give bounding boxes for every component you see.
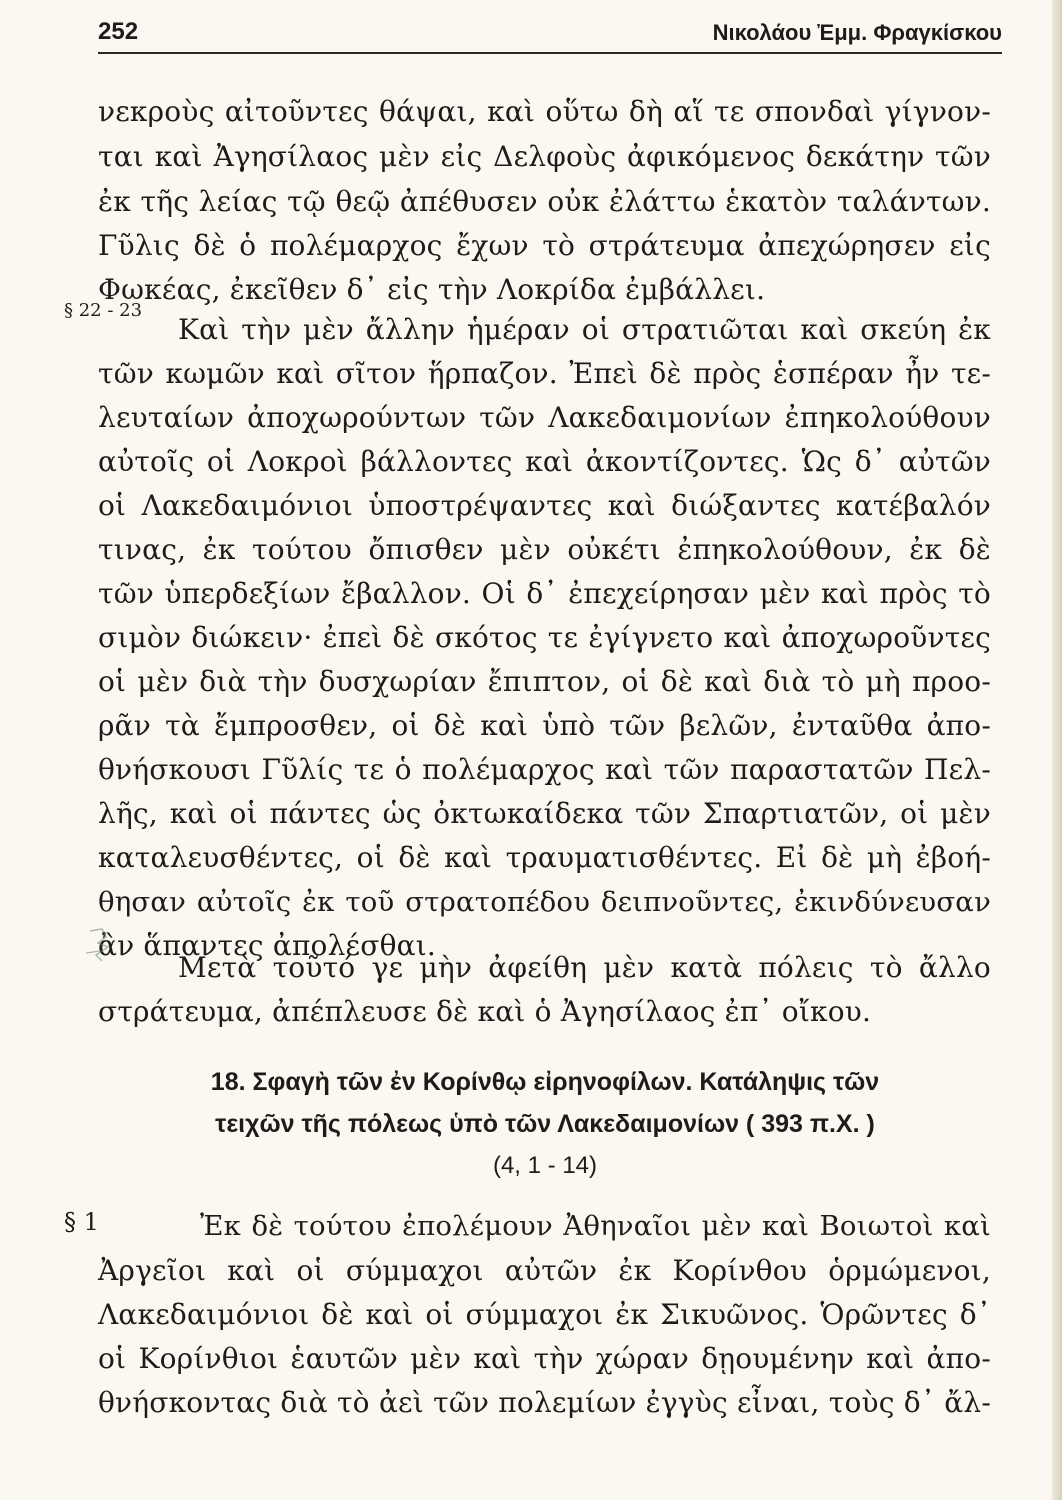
section-marker: § 22 - 23 <box>64 300 143 321</box>
text-line: θησαν αὐτοῖς ἐκ τοῦ στρατοπέδου δειπνοῦντες, ἐκινδύνευσαν <box>98 886 991 918</box>
text-line: τινας, ἐκ τούτου ὄπισθεν μὲν οὐκέτι ἐπηκολούθουν, ἐκ δὲ <box>98 533 991 566</box>
source-reference: (4, 1 - 14) <box>492 1152 598 1179</box>
text-line: Λακεδαιμόνιοι δὲ καὶ οἱ σύμμαχοι ἐκ Σικυῶνος. Ὁρῶντες δ᾽ <box>98 1298 991 1331</box>
page-edge <box>1052 0 1062 1500</box>
text-line: οἱ μὲν διὰ τὴν δυσχωρίαν ἔπιπτον, οἱ δὲ καὶ διὰ τὸ μὴ προο- <box>98 665 991 698</box>
running-head: Νικολάου Ἐμμ. Φραγκίσκου <box>712 20 1002 45</box>
text-line: Ἀργεῖοι καὶ οἱ σύμμαχοι αὐτῶν ἐκ Κορίνθου ὁρμώμενοι, <box>98 1254 991 1287</box>
text-line: Γῦλις δὲ ὁ πολέμαρχος ἔχων τὸ στράτευμα ἀπεχώρησεν εἰς <box>98 229 991 262</box>
text-line: αὐτοῖς οἱ Λοκροὶ βάλλοντες καὶ ἀκοντίζοντες. Ὡς δ᾽ αὐτῶν <box>98 445 991 478</box>
text-line: καταλευσθέντες, οἱ δὲ καὶ τραυματισθέντες. Εἰ δὲ μὴ ἐβοή- <box>98 841 991 874</box>
text-line: Φωκέας, ἐκεῖθεν δ᾽ εἰς τὴν Λοκρίδα ἐμβάλλει. <box>98 273 766 306</box>
text-line: νεκροὺς αἰτοῦντες θάψαι, καὶ οὕτω δὴ αἵ τε σπονδαὶ γίγνον- <box>98 95 991 128</box>
text-line: ἂν ἅπαντες ἀπολέσθαι. <box>98 929 437 962</box>
text-line: λευταίων ἀποχωρούντων τῶν Λακεδαιμονίων ἐπηκολούθουν <box>98 401 991 434</box>
section-title-line-1: 18. Σφαγὴ τῶν ἐν Κορίνθῳ εἰρηνοφίλων. Κατάληψις τῶν <box>210 1068 880 1096</box>
section-marker: § 1 <box>64 1208 99 1236</box>
text-line: στράτευμα, ἀπέπλευσε δὲ καὶ ὁ Ἀγησίλαος ἐπ᾽ οἴκου. <box>98 995 872 1028</box>
text-line: ται καὶ Ἀγησίλαος μὲν εἰς Δελφοὺς ἀφικόμενος δεκάτην τῶν <box>98 140 991 173</box>
text-line: ρᾶν τὰ ἔμπροσθεν, οἱ δὲ καὶ ὑπὸ τῶν βελῶν, ἐνταῦθα ἀπο- <box>98 709 991 742</box>
text-line: οἱ Λακεδαιμόνιοι ὑποστρέψαντες καὶ διώξαντες κατέβαλόν <box>98 489 991 522</box>
text-line: Καὶ τὴν μὲν ἄλλην ἡμέραν οἱ στρατιῶται καὶ σκεύη ἐκ <box>178 313 991 346</box>
page-header <box>98 18 1002 54</box>
text-line: λῆς, καὶ οἱ πάντες ὡς ὀκτωκαίδεκα τῶν Σπαρτιατῶν, οἱ μὲν <box>98 797 991 830</box>
text-line: Ἐκ δὲ τούτου ἐπολέμουν Ἀθηναῖοι μὲν καὶ Βοιωτοὶ καὶ <box>200 1210 991 1242</box>
text-line: Μετὰ τοῦτό γε μὴν ἀφείθη μὲν κατὰ πόλεις τὸ ἄλλο <box>178 951 991 984</box>
text-line: σιμὸν διώκειν· ἐπεὶ δὲ σκότος τε ἐγίγνετο καὶ ἀποχωροῦντες <box>98 621 991 654</box>
text-line: θνήσκουσι Γῦλίς τε ὁ πολέμαρχος καὶ τῶν παραστατῶν Πελ- <box>98 753 991 786</box>
text-line: τῶν ὑπερδεξίων ἔβαλλον. Οἱ δ᾽ ἐπεχείρησαν μὲν καὶ πρὸς τὸ <box>98 577 991 610</box>
page-number: 252 <box>98 18 139 45</box>
text-line: τῶν κωμῶν καὶ σῖτον ἥρπαζον. Ἐπεὶ δὲ πρὸς ἑσπέραν ἦν τε- <box>98 357 991 390</box>
text-line: οἱ Κορίνθιοι ἑαυτῶν μὲν καὶ τὴν χώραν δῃουμένην καὶ ἀπο- <box>98 1342 991 1375</box>
text-line: θνήσκοντας διὰ τὸ ἀεὶ τῶν πολεμίων ἐγγὺς εἶναι, τοὺς δ᾽ ἄλ- <box>98 1386 991 1419</box>
section-title-line-2: τειχῶν τῆς πόλεως ὑπὸ τῶν Λακεδαιμονίων ( 393 π.Χ. ) <box>215 1110 875 1138</box>
marginal-mark-icon <box>82 925 122 965</box>
text-line: ἐκ τῆς λείας τῷ θεῷ ἀπέθυσεν οὐκ ἐλάττω ἑκατὸν ταλάντων. <box>98 185 991 218</box>
